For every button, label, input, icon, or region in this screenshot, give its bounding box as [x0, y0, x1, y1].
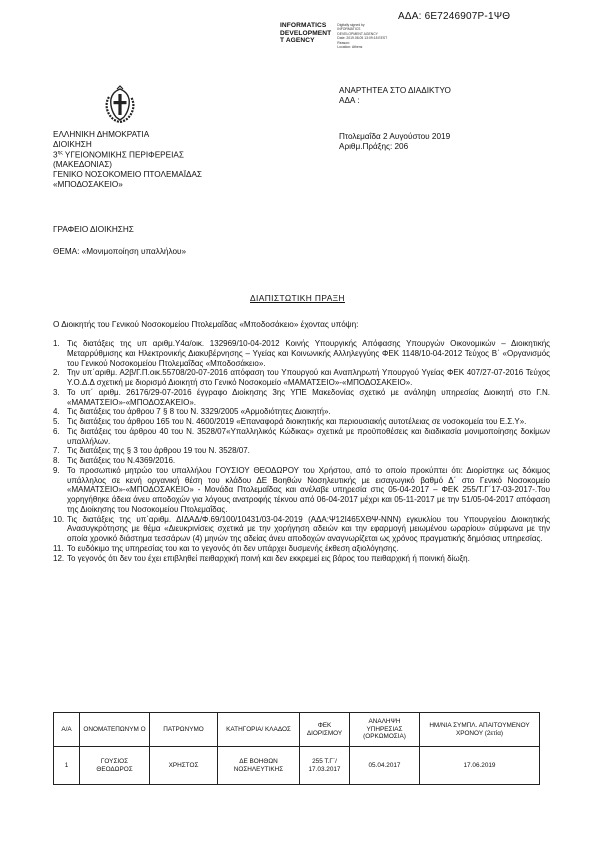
list-item-number: 9.: [53, 465, 60, 475]
table-header-row: [54, 713, 540, 747]
issuer-hospital-name: «ΜΠΟΔΟΣΑΚΕΙΟ»: [53, 179, 123, 189]
list-item-number: 8.: [53, 456, 60, 465]
list-item-number: 7.: [53, 446, 60, 456]
table-header-cell: ΚΑΤΗΓΟΡΙΑ/ ΚΛΑΔΟΣ: [218, 713, 300, 747]
table-header-cell: ΑΝΑΛΗΨΗ ΥΠΗΡΕΣΙΑΣ (ΟΡΚΩΜΟΣΙΑ): [350, 713, 420, 747]
table-cell: 17.06.2019: [420, 747, 540, 785]
table-cell: ΓΟΥΣΙΟΣ ΘΕΟΔΩΡΟΣ: [80, 747, 150, 785]
list-item-text: Τις διατάξεις της υπ αριθμ.Υ4α/οικ. 132969/10-04-2012 Κοινής Υπουργικής Απόφασης Υπουργών Οικονομικών – Διοικητικής Μεταρρύθμισης και Ηλεκτρονικής Διακυβέρνησης – Υγείας και Κοινωνικής Αλληλεγγύης ΦΕΚ 1148/10-04-2012 Τεύχος Β΄ «Οργανισμός του Γενικού Νοσοκομείου Πτολεμαΐδας «Μποδοσάκειο».: [67, 339, 550, 368]
stamp-left-line: INFORMATICS: [280, 22, 327, 29]
list-item-number: 12.: [53, 553, 65, 563]
act-number: Αριθμ.Πράξης: 206: [339, 141, 409, 151]
document-title: [0, 293, 595, 303]
list-item: [53, 407, 550, 417]
stamp-right-line: Date: 2019.08.05 13:09:18 EEST: [337, 36, 388, 41]
stamp-left-line: DEVELOPMENT: [280, 29, 332, 37]
table-header-cell: ΗΜ/ΝΙΑ ΣΥΜΠΛ. ΑΠΑΙΤΟΥΜΕΝΟΥ ΧΡΟΝΟΥ (2ετία): [420, 713, 540, 747]
list-item: [53, 388, 550, 408]
list-item-number: 3.: [53, 387, 60, 397]
list-item: [53, 417, 550, 427]
list-item-number: 5.: [53, 417, 60, 426]
issuer-country: ΕΛΛΗΝΙΚΗ ΔΗΜΟΚΡΑΤΙΑ: [53, 130, 150, 139]
table-cell: 1: [54, 747, 80, 785]
table-cell: 05.04.2017: [350, 747, 420, 785]
list-item: [53, 427, 550, 447]
table-header-cell: ΦΕΚ ΔΙΟΡΙΣΜΟΥ: [300, 713, 350, 747]
list-item-text: Το ευδόκιμο της υπηρεσίας του και το γεγονός ότι δεν υπάρχει δυσμενής έκθεση αξιολόγησης.: [67, 543, 399, 553]
ada-number: ΑΔΑ: 6Ε7246907Ρ-1ΨΘ: [398, 11, 511, 22]
post-online-notice: ΑΝΑΡΤΗΤΕΑ ΣΤΟ ΔΙΑΔΙΚΤΥΟ: [339, 86, 451, 95]
office-heading: ΓΡΑΦΕΙΟ ΔΙΟΙΚΗΣΗΣ: [53, 225, 134, 234]
list-item: [53, 456, 550, 466]
greek-state-emblem-icon: [103, 85, 137, 123]
list-item-text: Την υπ΄αριθμ. Α2β/Γ.Π.οικ.55708/20-07-2016 απόφαση του Υπουργού και Αναπληρωτή Υπουργού Υγείας ΦΕΚ 407/27-07-2016 Τεύχος Υ.Ο.Δ.Δ σχετική με διορισμό Διοικητή στο Γενικό Νοσοκομείο «ΜΑΜΑΤΣΕΙΟ»-«ΜΠΟΔΟΣΑΚΕΙΟ».: [67, 368, 550, 387]
list-item-number: 1.: [53, 339, 60, 348]
list-item: [53, 339, 550, 368]
list-item-text: Το υπ΄ αριθμ. 26176/29-07-2016 έγγραφο Διοίκησης 3ης ΥΠΕ Μακεδονίας σχετικό με ανάληψη υπηρεσίας Διοικητή στο Γ.Ν. «ΜΑΜΑΤΣΕΙΟ»-«ΜΠΟΔΟΣΑΚΕΙΟ».: [67, 387, 550, 407]
list-item-text: Τις διατάξεις του άρθρου 7 § 8 του Ν. 3329/2005 «Αρμοδιότητες Διοικητή».: [67, 407, 331, 417]
table-header-cell: ΠΑΤΡΩΝΥΜΟ: [150, 713, 218, 747]
document-title-text: ΔΙΑΠΙΣΤΩΤΙΚΗ ΠΡΑΞΗ: [250, 293, 345, 303]
stamp-right-line: Digitally signed by: [337, 23, 365, 27]
list-item-text: Τις διατάξεις του Ν.4369/2016.: [67, 456, 176, 465]
document-date: Πτολεμαΐδα 2 Αυγούστου 2019: [339, 132, 451, 141]
list-item-text: Το γεγονός ότι δεν του έχει επιβληθεί πειθαρχική ποινή και δεν εκκρεμεί εις βάρος του πειθαρχική ή ποινική δίωξη.: [67, 553, 470, 563]
issuer-hospital: ΓΕΝΙΚΟ ΝΟΣΟΚΟΜΕΙΟ ΠΤΟΛΕΜΑΪΔΑΣ: [53, 170, 202, 180]
list-item: [53, 466, 550, 515]
table-cell: ΧΡΗΣΤΟΣ: [150, 747, 218, 785]
list-item: [53, 515, 550, 544]
stamp-org-name: [280, 22, 331, 50]
intro-text: Ο Διοικητής του Γενικού Νοσοκομείου Πτολεμαΐδας «Μποδοσάκειο» έχοντας υπόψη:: [53, 320, 359, 329]
list-item-number: 2.: [53, 368, 60, 378]
subject-line: ΘΕΜΑ: «Μονιμοποίηση υπαλλήλου»: [53, 247, 187, 256]
stamp-right-line: Location: Athens: [337, 45, 363, 50]
region-number: 3: [53, 150, 58, 160]
region-number-suffix: ης: [57, 149, 63, 156]
issuer-administration: ΔΙΟΙΚΗΣΗ: [53, 139, 92, 149]
ada-label: ΑΔΑ :: [339, 95, 360, 105]
posting-info: [339, 86, 451, 106]
table-row: [54, 747, 540, 785]
list-item-number: 10.: [53, 514, 65, 524]
employee-table: [53, 712, 540, 785]
list-item-text: Το προσωπικό μητρώο του υπαλλήλου ΓΟΥΣΙΟΥ ΘΕΟΔΩΡΟΥ του Χρήστου, από το οποίο προκύπτει ότι: Διορίστηκε ως δόκιμος υπάλληλος σε κενή οργανική θέση του κλάδου ΔΕ Βοηθών Νοσηλευτικής με εισαγωγικό βαθμό Δ΄ στο Γενικό Νοσοκομείο «ΜΑΜΑΤΣΕΙΟ»-«ΜΠΟΔΟΣΑΚΕΙΟ» - Μονάδα Πτολεμαΐδας και ανέλαβε υπηρεσία στις 05-04-2017 – ΦΕΚ 255/Τ.Γ΄17-03-2017-.Του χορηγήθηκε άδεια άνευ αποδοχών για λόγους ανατροφής τέκνου από 06-04-2017 μέχρι και 05-11-2017 με την 51/05-04-2017 απόφαση της Διοίκησης του Νοσοκομείου Πτολεμαΐδας.: [67, 465, 550, 514]
stamp-right-line: DEVELOPMENT AGENCY: [337, 31, 378, 36]
list-item-number: 11.: [53, 543, 64, 553]
stamp-left-line: T AGENCY: [280, 37, 315, 45]
list-item-text: Τις διατάξεις του άρθρου 40 του Ν. 3528/07«Υπαλληλικός Κώδικας» σχετικά με προϋποθέσεις και διαδικασία μονιμοποίησης δοκίμων υπαλλήλων.: [67, 426, 550, 446]
table-cell: 255 Τ.Γ΄/ 17.03.2017: [300, 747, 350, 785]
stamp-signature-details: [337, 22, 387, 50]
list-item-text: Τις διατάξεις του άρθρου 165 του Ν. 4600/2019 «Επαναφορά διοικητικής και περιουσιακής αυτοτέλειας σε νοσοκομεία του Ε.Σ.Υ».: [67, 417, 527, 426]
list-item: [53, 544, 550, 554]
region-name: ΥΓΕΙΟΝΟΜΙΚΗΣ ΠΕΡΙΦΕΡΕΙΑΣ: [62, 150, 184, 160]
issuer-block: [53, 130, 202, 190]
list-item: [53, 368, 550, 388]
stamp-right-line: Reason:: [337, 40, 350, 45]
list-item: [53, 446, 550, 456]
list-item-number: 6.: [53, 426, 60, 436]
list-item-text: Τις διατάξεις της § 3 του άρθρου 19 του Ν. 3528/07.: [67, 446, 250, 456]
issuer-health-region: [53, 150, 202, 161]
stamp-right-line: INFORMATICS: [337, 27, 361, 32]
issuer-region-area: (ΜΑΚΕΔΟΝΙΑΣ): [53, 160, 113, 170]
digital-signature-stamp: [280, 22, 387, 50]
list-item-text: Τις διατάξεις της υπ΄αριθμ. ΔΙΔΑΔ/Φ.69/100/10431/03-04-2019 (ΑΔΑ:Ψ12Ι465ΧΘΨ-ΝΝΝ) εγκυκλίου του Υπουργείου Διοικητικής Ανασυγκρότησης με θέμα «Διευκρινίσεις σχετικά με την χορήγηση αδειών και την εφαρμογή μειωμένου ωραρίου» σύμφωνα με την οποία χρονικό διάστημα τεσσάρων (4) μηνών της αδείας άνευ αποδοχών αναγνωρίζεται ως χρόνος πραγματικής δημόσιας υπηρεσίας.: [67, 514, 550, 543]
list-item-number: 4.: [53, 407, 60, 417]
table-header-cell: ΟΝΟΜΑΤΕΠΩΝΥΜ Ο: [80, 713, 150, 747]
table-cell: ΔΕ ΒΟΗΘΩΝ ΝΟΣΗΛΕΥΤΙΚΗΣ: [218, 747, 300, 785]
date-and-act-number: [339, 132, 450, 152]
list-item: [53, 554, 550, 564]
considerations-list: [53, 339, 550, 563]
table-header-cell: Α/Α: [54, 713, 80, 747]
